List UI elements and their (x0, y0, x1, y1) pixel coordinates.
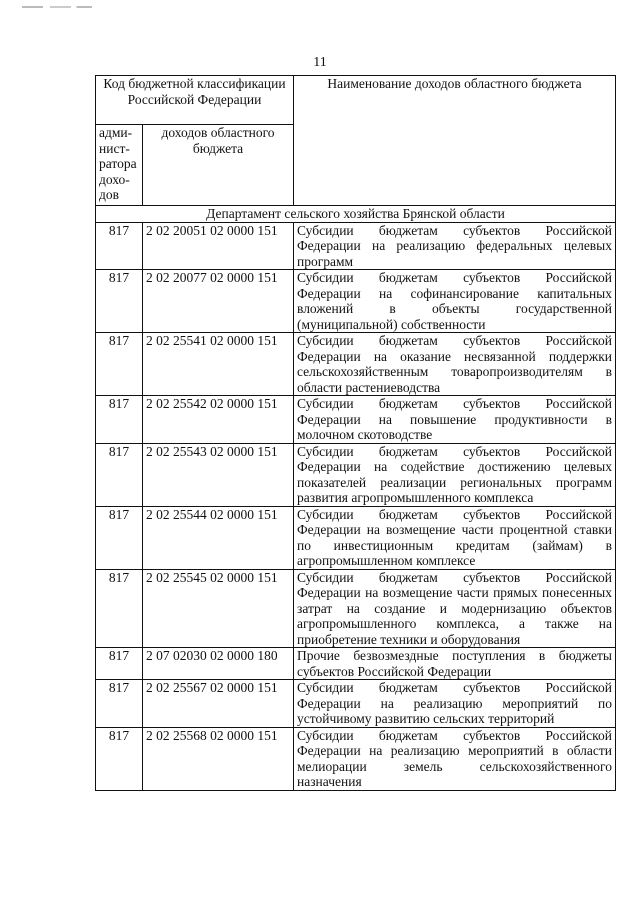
table-row (96, 270, 616, 333)
budget-classification-table (95, 75, 616, 791)
table-row (96, 396, 616, 444)
table-body (96, 206, 616, 791)
table-row (96, 222, 616, 270)
budget-code: 2 02 20077 02 0000 151 (143, 270, 294, 333)
table-row (96, 648, 616, 680)
income-name: Субсидии бюджетам субъектов Российской Федерации на софинансирование капитальных вложений в объекты государственной (муниципальной) собственности (294, 270, 616, 333)
income-name: Субсидии бюджетам субъектов Российской Федерации на возмещение части процентной ставки по инвестиционным кредитам (займам) в агропромышленном комплексе (294, 506, 616, 569)
budget-code: 2 02 25543 02 0000 151 (143, 443, 294, 506)
admin-code: 817 (96, 270, 143, 333)
income-name: Прочие безвозмездные поступления в бюджеты субъектов Российской Федерации (294, 648, 616, 680)
table-row (96, 443, 616, 506)
budget-code: 2 02 25541 02 0000 151 (143, 333, 294, 396)
table-header (96, 76, 616, 206)
income-name: Субсидии бюджетам субъектов Российской Федерации на содействие достижению целевых показателей реализации региональных программ развития агропромышленного комплекса (294, 443, 616, 506)
admin-code: 817 (96, 569, 143, 648)
admin-code: 817 (96, 727, 143, 790)
budget-code: 2 02 25542 02 0000 151 (143, 396, 294, 444)
table-row (96, 569, 616, 648)
income-name: Субсидии бюджетам субъектов Российской Федерации на оказание несвязанной поддержки сельскохозяйственным товаропроизводителям в области растениеводства (294, 333, 616, 396)
page-number: 11 (313, 55, 327, 70)
admin-code: 817 (96, 333, 143, 396)
section-row (96, 206, 616, 223)
budget-code: 2 02 25567 02 0000 151 (143, 680, 294, 728)
admin-code: 817 (96, 680, 143, 728)
budget-code: 2 02 25568 02 0000 151 (143, 727, 294, 790)
admin-code: 817 (96, 443, 143, 506)
income-code-header: доходов областного бюджета (143, 125, 294, 206)
table-row (96, 506, 616, 569)
income-name: Субсидии бюджетам субъектов Российской Федерации на возмещение части прямых понесенных затрат на создание и модернизацию объектов агропромышленного комплекса, а также на приобретение техники и оборудования (294, 569, 616, 648)
table-row (96, 333, 616, 396)
scan-artifact (22, 6, 92, 8)
table-row (96, 727, 616, 790)
income-name: Субсидии бюджетам субъектов Российской Федерации на реализацию федеральных целевых программ (294, 222, 616, 270)
budget-code: 2 02 25545 02 0000 151 (143, 569, 294, 648)
income-name-header: Наименование доходов областного бюджета (294, 76, 616, 206)
admin-code: 817 (96, 396, 143, 444)
budget-code: 2 02 20051 02 0000 151 (143, 222, 294, 270)
income-name: Субсидии бюджетам субъектов Российской Федерации на реализацию мероприятий в области мелиорации земель сельскохозяйственного назначения (294, 727, 616, 790)
admin-code: 817 (96, 222, 143, 270)
budget-code: 2 02 25544 02 0000 151 (143, 506, 294, 569)
table-row (96, 680, 616, 728)
admin-code: 817 (96, 648, 143, 680)
admin-header: адми-нист-ратора дохо-дов (96, 125, 143, 206)
admin-code: 817 (96, 506, 143, 569)
budget-code-header: Код бюджетной классификации Российской Федерации (96, 76, 294, 125)
income-name: Субсидии бюджетам субъектов Российской Федерации на реализацию мероприятий по устойчивому развитию сельских территорий (294, 680, 616, 728)
budget-code: 2 07 02030 02 0000 180 (143, 648, 294, 680)
section-title: Департамент сельского хозяйства Брянской области (96, 206, 616, 223)
income-name: Субсидии бюджетам субъектов Российской Федерации на повышение продуктивности в молочном скотоводстве (294, 396, 616, 444)
